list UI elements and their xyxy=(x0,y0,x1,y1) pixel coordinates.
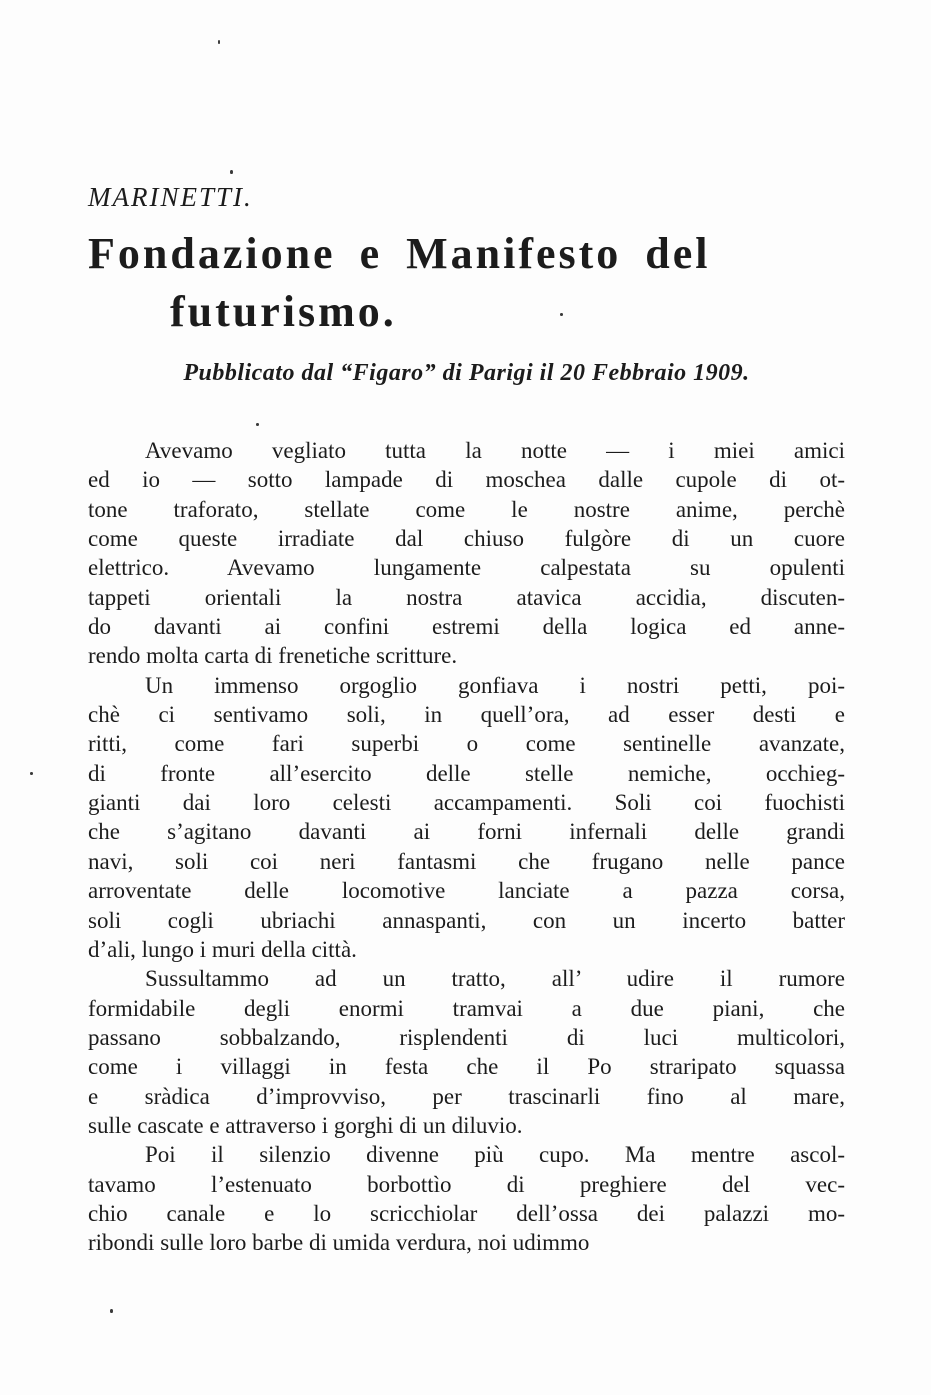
text-line: come queste irradiate dal chiuso fulgòre di un cuore xyxy=(88,526,845,552)
scan-speck xyxy=(560,313,563,316)
text-line: arroventate delle locomotive lanciate a pazza corsa, xyxy=(88,878,845,904)
text-line: soli cogli ubriachi annaspanti, con un incerto batter xyxy=(88,907,845,933)
text-line: Avevamo vegliato tutta la notte — i miei amici xyxy=(145,438,845,463)
paragraph-2 xyxy=(88,671,845,964)
text-line: elettrico. Avevamo lungamente calpestata su opulenti xyxy=(88,555,845,581)
text-line: chè ci sentivamo soli, in quell’ora, ad esser desti e xyxy=(88,702,845,728)
text-line: chio canale e lo scricchiolar dell’ossa dei palazzi mo- xyxy=(88,1200,845,1226)
text-line: di fronte all’esercito delle stelle nemiche, occhieg- xyxy=(88,760,845,786)
text-line: e sràdica d’improvviso, per trascinarli fino al mare, xyxy=(88,1083,845,1109)
scan-speck xyxy=(230,170,233,174)
text-line: d’ali, lungo i muri della città. xyxy=(88,936,357,962)
text-line: tone traforato, stellate come le nostre anime, perchè xyxy=(88,496,845,522)
text-line: tappeti orientali la nostra atavica accidia, discuten- xyxy=(88,584,845,610)
author-heading: MARINETTI. xyxy=(88,182,253,212)
text-line: gianti dai loro celesti accampamenti. Soli coi fuochisti xyxy=(88,790,845,816)
text-line: do davanti ai confini estremi della logica ed anne- xyxy=(88,614,845,640)
paragraph-3 xyxy=(88,964,845,1140)
text-line: sulle cascate e attraverso i gorghi di un diluvio. xyxy=(88,1112,523,1138)
text-line: Sussultammo ad un tratto, all’ udire il rumore xyxy=(145,966,845,992)
paragraph-4 xyxy=(88,1140,845,1257)
scan-speck xyxy=(110,1309,113,1313)
text-line: ed io — sotto lampade di moschea dalle cupole di ot- xyxy=(88,467,845,493)
text-line: Poi il silenzio divenne più cupo. Ma mentre ascol- xyxy=(145,1142,845,1168)
text-line: navi, soli coi neri fantasmi che frugano nelle pance xyxy=(88,848,845,874)
text-line: che s’agitano davanti ai forni infernali delle grandi xyxy=(88,819,845,845)
text-line: passano sobbalzando, risplendenti di luci multicolori, xyxy=(88,1024,845,1050)
body-text xyxy=(88,436,845,1258)
text-line: rendo molta carta di frenetiche scritture. xyxy=(88,643,458,669)
title-line-1: Fondazione e Manifesto del xyxy=(88,229,711,278)
book-page xyxy=(88,0,845,1258)
text-line: Un immenso orgoglio gonfiava i nostri petti, poi- xyxy=(145,672,845,698)
page-title xyxy=(88,229,845,336)
scan-speck xyxy=(218,40,220,44)
text-line: ribondi sulle loro barbe di umida verdura, noi udimmo xyxy=(88,1230,590,1256)
text-line: ritti, come fari superbi o come sentinelle avanzate, xyxy=(88,731,845,757)
title-line-2: futurismo. xyxy=(170,287,397,336)
scan-speck xyxy=(30,772,33,775)
paragraph-1 xyxy=(88,436,845,671)
text-line: formidabile degli enormi tramvai a due piani, che xyxy=(88,995,845,1021)
text-line: tavamo l’estenuato borbottìo di preghiere del vec- xyxy=(88,1171,845,1197)
text-line: come i villaggi in festa che il Po straripato squassa xyxy=(88,1054,845,1080)
scan-speck xyxy=(256,423,259,426)
publication-note: Pubblicato dal “Figaro” di Parigi il 20 Febbraio 1909. xyxy=(183,360,750,386)
